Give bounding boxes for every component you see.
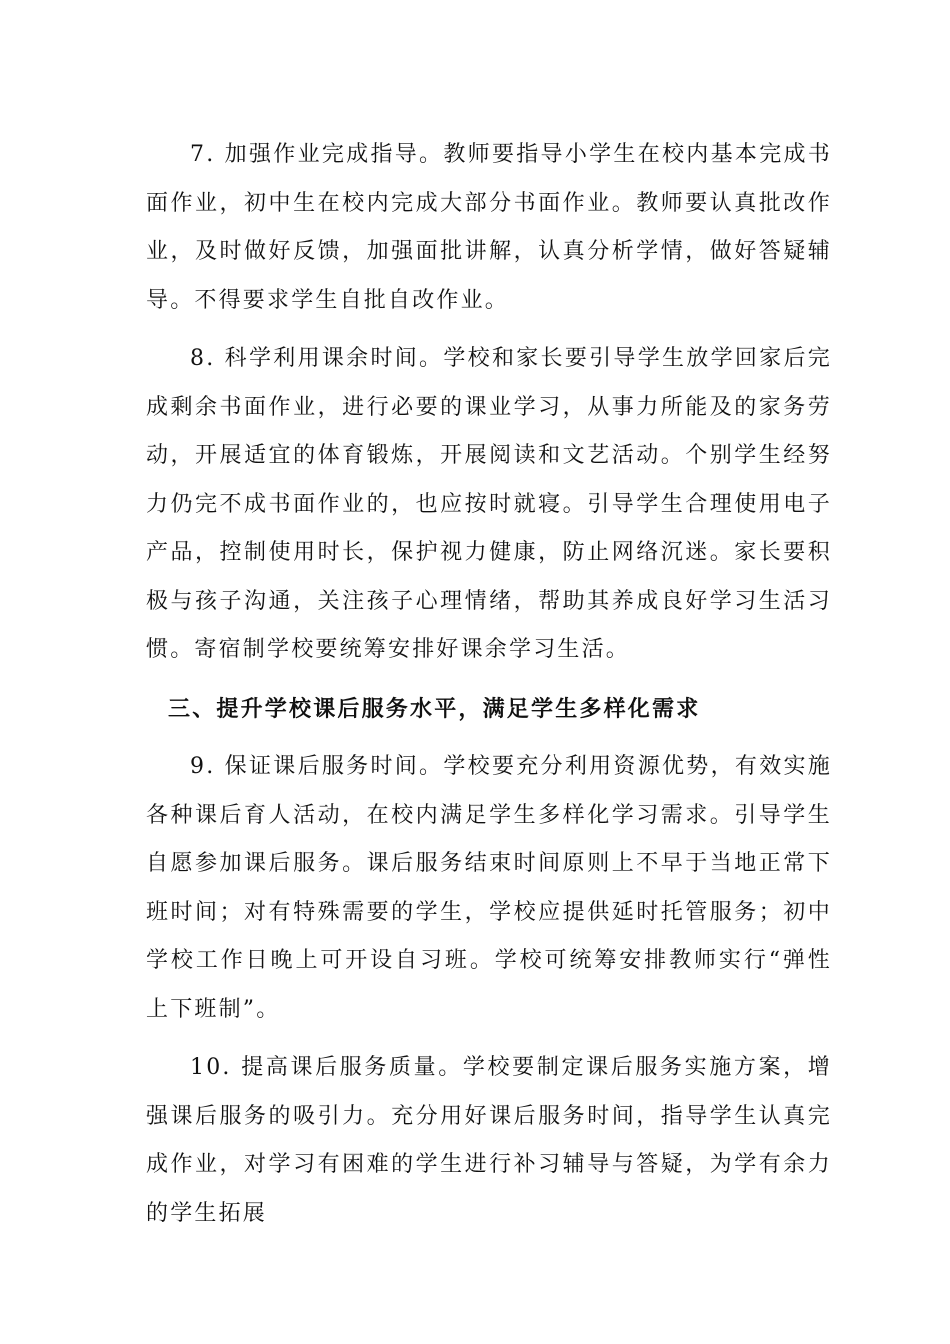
paragraph-7: 7. 加强作业完成指导。教师要指导小学生在校内基本完成书面作业，初中生在校内完成大部分书面作业。教师要认真批改作业，及时做好反馈，加强面批讲解，认真分析学情，做好答疑辅导。不得要求学生自批自改作业。 [146, 142, 832, 313]
paragraph-8: 8. 科学利用课余时间。学校和家长要引导学生放学回家后完成剩余书面作业，进行必要的课业学习，从事力所能及的家务劳动，开展适宜的体育锻炼，开展阅读和文艺活动。个别学生经努力仍完不成书面作业的，也应按时就寝。引导学生合理使用电子产品，控制使用时长，保护视力健康，防止网络沉迷。家长要积极与孩子沟通，关注孩子心理情绪，帮助其养成良好学习生活习惯。寄宿制学校要统筹安排好课余学习生活。 [146, 346, 832, 662]
paragraph-9: 9. 保证课后服务时间。学校要充分利用资源优势，有效实施各种课后育人活动，在校内满足学生多样化学习需求。引导学生自愿参加课后服务。课后服务结束时间原则上不早于当地正常下班时间；对有特殊需要的学生，学校应提供延时托管服务；初中学校工作日晚上可开设自习班。学校可统筹安排教师实行“弹性上下班制”。 [146, 754, 832, 1022]
section-3-heading: 三、提升学校课后服务水平，满足学生多样化需求 [168, 695, 701, 722]
paragraph-10: 10. 提高课后服务质量。学校要制定课后服务实施方案，增强课后服务的吸引力。充分用好课后服务时间，指导学生认真完成作业，对学习有困难的学生进行补习辅导与答疑，为学有余力的学生拓展 [146, 1055, 832, 1226]
